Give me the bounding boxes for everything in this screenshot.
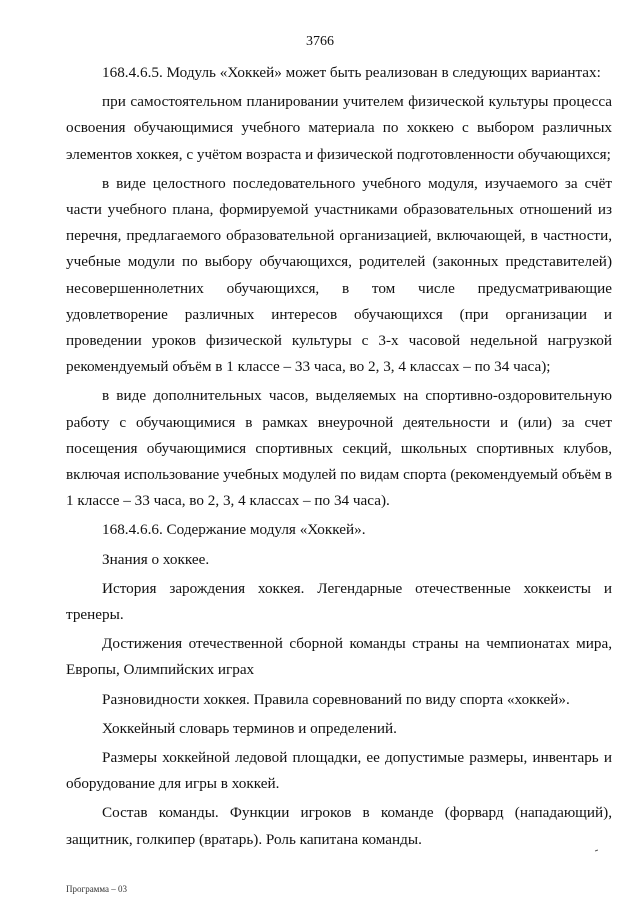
paragraph-rink-equipment: Размеры хоккейной ледовой площадки, ее допустимые размеры, инвентарь и оборудование для игры в хоккей.: [66, 749, 612, 793]
paragraph-variant-self-planning: при самостоятельном планировании учителем физической культуры процесса освоения обучающимися учебного материала по хоккею с выбором различных элементов хоккея, с учётом возраста и физической подготовленности обучающихся;: [66, 93, 612, 163]
document-body: [66, 60, 612, 853]
paragraph-variant-extra-hours: в виде дополнительных часов, выделяемых на спортивно-оздоровительную работу с обучающимися в рамках внеурочной деятельности и (или) за счет посещения обучающимися спортивных секций, школьных спортивных клубов, включая использование учебных модулей по видам спорта (рекомендуемый объём в 1 классе – 33 часа, во 2, 3, 4 классах – по 34 часа).: [66, 387, 612, 510]
paragraph-variant-module: в виде целостного последовательного учебного модуля, изучаемого за счёт части учебного плана, формируемой участниками образовательных отношений из перечня, предлагаемого образовательной организацией, включающей, в частности, учебные модули по выбору обучающихся, родителей (законных представителей) несовершеннолетних обучающихся, в том числе предусматривающие удовлетворение различных интересов обучающихся (при организации и проведении уроков физической культуры с 3-х часовой недельной нагрузкой рекомендуемый объём в 1 классе – 33 часа, во 2, 3, 4 классах – по 34 часа);: [66, 174, 612, 376]
paragraph-history: История зарождения хоккея. Легендарные отечественные хоккеисты и тренеры.: [66, 579, 612, 624]
paragraph-team-composition: Состав команды. Функции игроков в команде (форвард (нападающий), защитник, голкипер (вратарь). Роль капитана команды.: [66, 804, 612, 848]
page-number: 3766: [306, 34, 334, 49]
page-footer: Программа – 03: [66, 884, 128, 894]
paragraph-variants-heading: 168.4.6.5. Модуль «Хоккей» может быть реализован в следующих вариантах:: [102, 64, 601, 81]
paragraph-knowledge: Знания о хоккее.: [102, 550, 210, 568]
paragraph-achievements: Достижения отечественной сборной команды страны на чемпионатах мира, Европы, Олимпийских играх: [66, 635, 612, 679]
paragraph-glossary: Хоккейный словарь терминов и определений.: [102, 719, 397, 737]
paragraph-varieties-rules: Разновидности хоккея. Правила соревнований по виду спорта «хоккей».: [102, 690, 570, 708]
paragraph-content-heading: 168.4.6.6. Содержание модуля «Хоккей».: [102, 521, 366, 539]
